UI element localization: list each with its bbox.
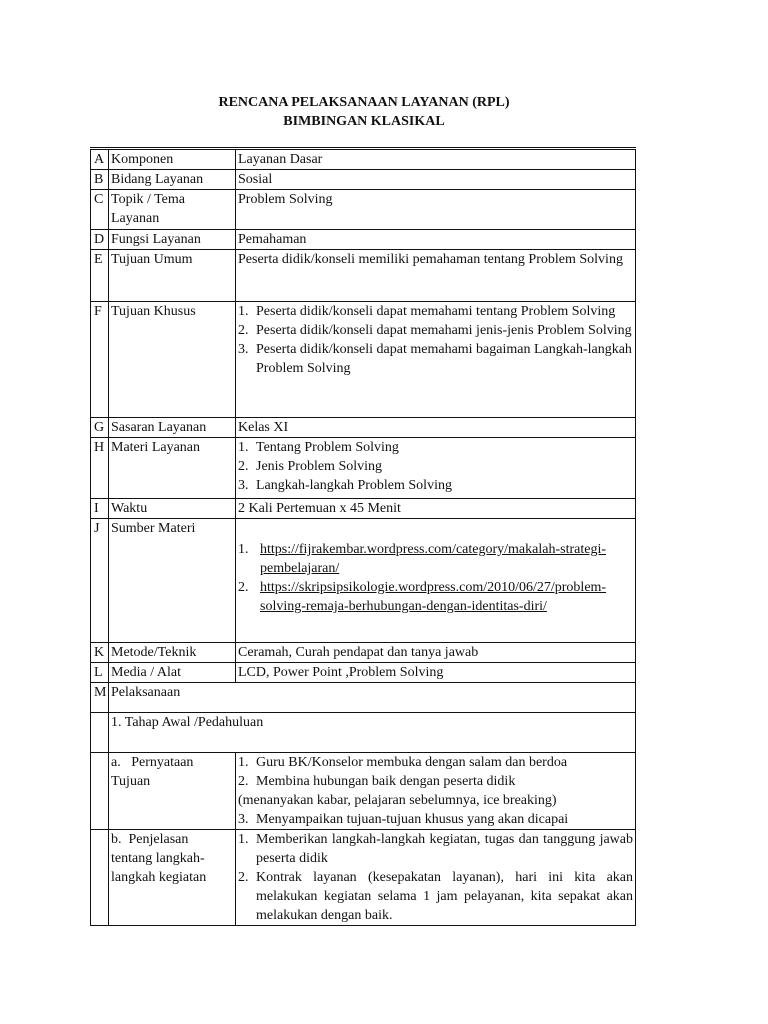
row-label: Waktu <box>109 499 236 519</box>
table-row-h <box>91 438 636 499</box>
table-row-e <box>91 250 636 302</box>
rpl-table <box>90 147 636 926</box>
list-item: 1. Tentang Problem Solving <box>238 440 399 455</box>
row-value <box>236 438 636 499</box>
row-letter: K <box>91 643 109 663</box>
step-a-list-cont <box>238 810 633 829</box>
row-value: 2 Kali Pertemuan x 45 Menit <box>236 499 636 519</box>
table-row-tahap-awal <box>91 713 636 753</box>
row-label: Fungsi Layanan <box>109 230 236 250</box>
table-row-g <box>91 418 636 438</box>
row-value: Ceramah, Curah pendapat dan tanya jawab <box>236 643 636 663</box>
row-letter: L <box>91 663 109 683</box>
row-label: Sumber Materi <box>109 519 236 643</box>
row-letter: M <box>91 683 109 713</box>
list-item: 2. Peserta didik/konseli dapat memahami jenis-jenis Problem Solving <box>238 323 632 338</box>
list-item: 1. Peserta didik/konseli dapat memahami tentang Problem Solving <box>238 304 616 319</box>
row-letter: J <box>91 519 109 643</box>
step-b-list <box>238 830 633 925</box>
row-letter: G <box>91 418 109 438</box>
table-row-l <box>91 663 636 683</box>
table-row-step-a <box>91 753 636 830</box>
step-a-label: a. Pernyataan Tujuan <box>109 753 236 830</box>
row-label: Materi Layanan <box>109 438 236 499</box>
row-label: Metode/Teknik <box>109 643 236 663</box>
table-row-m <box>91 683 636 713</box>
row-label: Topik / Tema Layanan <box>109 190 236 230</box>
row-value: LCD, Power Point ,Problem Solving <box>236 663 636 683</box>
row-label: Bidang Layanan <box>109 170 236 190</box>
tahap-awal-label: 1. Tahap Awal /Pedahuluan <box>109 713 636 753</box>
list-item: 2. https://skripsipsikologie.wordpress.com/2010/06/27/problem-solving-remaja-berhubungan-dengan-identitas-diri/ <box>238 580 607 614</box>
list-item: 2. Kontrak layanan (kesepakatan layanan), hari ini kita akan melakukan kegiatan selama 1 jam pelayanan, kita sepakat akan melakukan dengan baik. <box>238 870 633 923</box>
list-item: 1. https://fijrakembar.wordpress.com/category/makalah-strategi-pembelajaran/ <box>238 542 606 576</box>
row-letter: H <box>91 438 109 499</box>
table-row-f <box>91 302 636 418</box>
row-value <box>236 302 636 418</box>
row-value: Layanan Dasar <box>236 149 636 170</box>
row-value <box>236 519 636 643</box>
table-row-a <box>91 149 636 170</box>
table-row-step-b <box>91 830 636 926</box>
list-item: 3. Peserta didik/konseli dapat memahami bagaiman Langkah-langkah Problem Solving <box>238 342 632 376</box>
list-item: 2. Jenis Problem Solving <box>238 459 383 474</box>
table-row-b <box>91 170 636 190</box>
table-row-k <box>91 643 636 663</box>
empty-cell <box>91 753 109 830</box>
document-title: RENCANA PELAKSANAAN LAYANAN (RPL) <box>218 95 510 110</box>
row-letter: I <box>91 499 109 519</box>
step-b-label: b. Penjelasan tentang langkah-langkah kegiatan <box>109 830 236 926</box>
row-value: Problem Solving <box>236 190 636 230</box>
row-label: Media / Alat <box>109 663 236 683</box>
row-value: Pemahaman <box>236 230 636 250</box>
row-letter: E <box>91 250 109 302</box>
list-item: 1. Memberikan langkah-langkah kegiatan, tugas dan tanggung jawab peserta didik <box>238 832 633 866</box>
step-b-content <box>236 830 636 926</box>
row-value: Kelas XI <box>236 418 636 438</box>
empty-cell <box>91 830 109 926</box>
row-value: Peserta didik/konseli memiliki pemahaman tentang Problem Solving <box>236 250 636 302</box>
sumber-list <box>238 540 633 616</box>
row-letter: F <box>91 302 109 418</box>
table-row-d <box>91 230 636 250</box>
list-item: 1. Guru BK/Konselor membuka dengan salam dan berdoa <box>238 755 568 770</box>
row-label: Tujuan Khusus <box>109 302 236 418</box>
list-item: 3. Menyampaikan tujuan-tujuan khusus yang akan dicapai <box>238 812 569 827</box>
step-a-list <box>238 753 633 791</box>
empty-cell <box>91 713 109 753</box>
table-row-j <box>91 519 636 643</box>
row-letter: B <box>91 170 109 190</box>
document-subtitle: BIMBINGAN KLASIKAL <box>283 114 445 129</box>
materi-list <box>238 438 633 495</box>
row-letter: D <box>91 230 109 250</box>
table-row-i <box>91 499 636 519</box>
list-item: 3. Langkah-langkah Problem Solving <box>238 478 452 493</box>
table-row-c <box>91 190 636 230</box>
source-link[interactable]: https://skripsipsikologie.wordpress.com/2010/06/27/problem-solving-remaja-berhubungan-dengan-identitas-diri/ <box>260 580 607 614</box>
source-link[interactable]: https://fijrakembar.wordpress.com/category/makalah-strategi-pembelajaran/ <box>260 542 606 576</box>
row-label: Pelaksanaan <box>109 683 636 713</box>
list-item: 2. Membina hubungan baik dengan peserta didik <box>238 774 516 789</box>
row-label: Tujuan Umum <box>109 250 236 302</box>
row-letter: A <box>91 149 109 170</box>
row-value: Sosial <box>236 170 636 190</box>
row-letter: C <box>91 190 109 230</box>
row-label: Komponen <box>109 149 236 170</box>
tujuan-khusus-list <box>238 302 633 378</box>
row-label: Sasaran Layanan <box>109 418 236 438</box>
step-a-continuation: (menanyakan kabar, pelajaran sebelumnya, ice breaking) <box>238 793 557 808</box>
step-a-content <box>236 753 636 830</box>
